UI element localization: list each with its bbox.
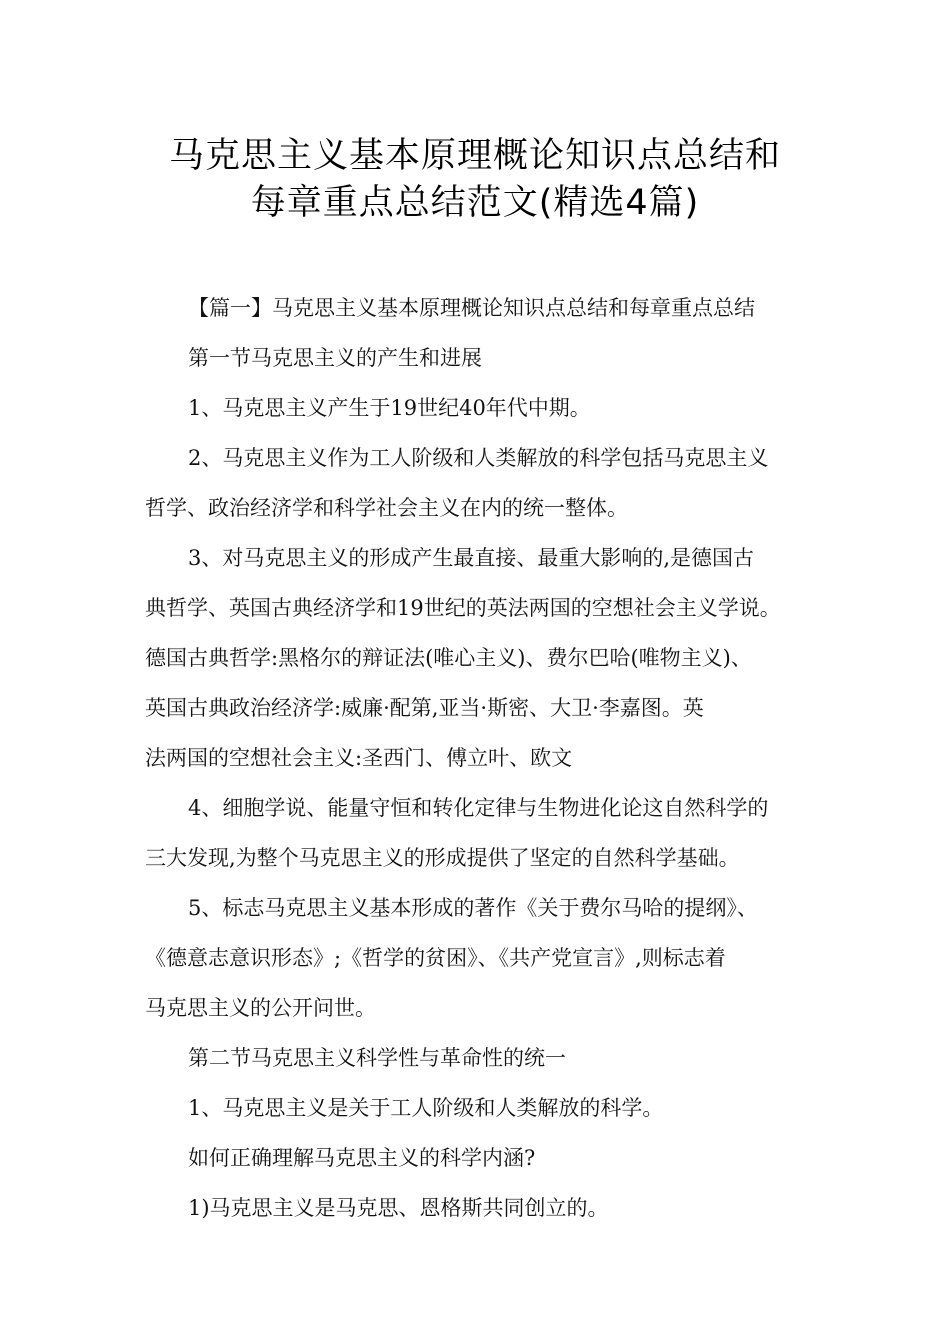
paragraph-line: 德国古典哲学:黑格尔的辩证法(唯心主义)、费尔巴哈(唯物主义)、	[145, 646, 752, 670]
paragraph-line: 马克思主义的公开问世。	[145, 996, 376, 1020]
paragraph-line: 如何正确理解马克思主义的科学内涵?	[188, 1146, 536, 1170]
paragraph-line: 1、马克思主义产生于19世纪40年代中期。	[188, 396, 591, 420]
section-heading: 第二节马克思主义科学性与革命性的统一	[188, 1046, 566, 1070]
paragraph-line: 1)马克思主义是马克思、恩格斯共同创立的。	[188, 1196, 609, 1220]
paragraph-line: 三大发现,为整个马克思主义的形成提供了坚定的自然科学基础。	[145, 846, 740, 870]
paragraph-line: 英国古典政治经济学:威廉·配第,亚当·斯密、大卫·李嘉图。英	[145, 696, 704, 720]
paragraph-line: 4、细胞学说、能量守恒和转化定律与生物进化论这自然科学的	[188, 796, 769, 820]
paragraph-line: 5、标志马克思主义基本形成的著作《关于费尔马哈的提纲》、	[188, 896, 758, 920]
chapter-heading: 【篇一】马克思主义基本原理概论知识点总结和每章重点总结	[188, 296, 755, 320]
document-body	[145, 283, 810, 1233]
paragraph-line: 典哲学、英国古典经济学和19世纪的英法两国的空想社会主义学说。	[145, 596, 781, 620]
paragraph-line: 《德意志意识形态》;《哲学的贫困》、《共产党宣言》,则标志着	[145, 946, 726, 970]
section-heading: 第一节马克思主义的产生和进展	[188, 346, 482, 370]
paragraph-line: 法两国的空想社会主义:圣西门、傅立叶、欧文	[145, 746, 573, 770]
paragraph-line: 哲学、政治经济学和科学社会主义在内的统一整体。	[145, 496, 628, 520]
document-title-line-2: 每章重点总结范文(精选4篇)	[250, 183, 700, 223]
document-title-line-1: 马克思主义基本原理概论知识点总结和	[168, 136, 781, 176]
paragraph-line: 2、马克思主义作为工人阶级和人类解放的科学包括马克思主义	[188, 446, 769, 470]
paragraph-line: 1、马克思主义是关于工人阶级和人类解放的科学。	[188, 1096, 664, 1120]
paragraph-line: 3、对马克思主义的形成产生最直接、最重大影响的,是德国古	[188, 546, 755, 570]
